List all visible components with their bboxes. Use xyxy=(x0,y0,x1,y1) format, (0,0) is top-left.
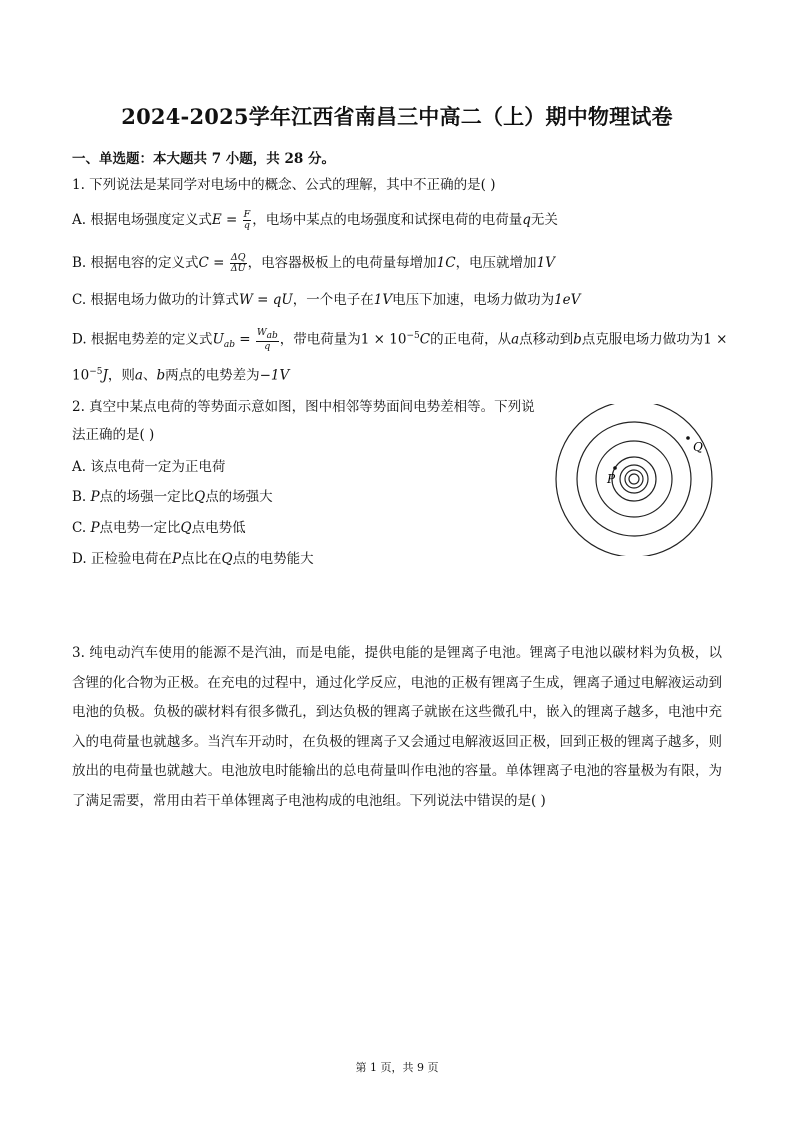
q1-d-frac-num: W xyxy=(256,327,267,339)
q1-d-mid2: 的正电荷，从 xyxy=(430,331,512,348)
q1-d-fraction xyxy=(256,328,279,352)
q1-d-lhs: U xyxy=(212,331,224,348)
q1-d-l2-exp: −5 xyxy=(89,367,103,377)
q1-d-l2-a: a xyxy=(134,367,143,384)
equipotential-ring-2 xyxy=(577,422,691,536)
section-heading: 一、单选题：本大题共 7 小题，共 28 分。 xyxy=(72,151,335,167)
equipotential-ring-7 xyxy=(629,474,639,484)
q2-d-suffix: 点的电势能大 xyxy=(232,551,314,567)
q2-c-p: P xyxy=(90,520,100,536)
q1-c-prefix: C. 根据电场力做功的计算式 xyxy=(72,292,239,308)
q1-option-d-line2 xyxy=(72,362,289,386)
equipotential-ring-6 xyxy=(625,470,643,488)
q1-b-frac-den: ΔU xyxy=(230,263,246,274)
q2-b-suffix: 点的场强大 xyxy=(205,489,273,505)
q1-b-mid2: ，电压就增加 xyxy=(455,255,537,271)
q2-c-suffix: 点电势低 xyxy=(191,520,246,536)
q2-d-prefix: D. 正检验电荷在 xyxy=(72,551,172,567)
q1-d-work-start: 1 × xyxy=(703,331,728,348)
q1-stem: 1. 下列说法是某同学对电场中的概念、公式的理解，其中不正确的是( ) xyxy=(72,177,496,193)
page-footer: 第 1 页，共 9 页 xyxy=(355,1061,439,1074)
q1-a-frac-num: F xyxy=(243,209,251,220)
q1-c-mid2: 电压下加速，电场力做功为 xyxy=(392,292,555,308)
q2-option-b xyxy=(72,487,273,507)
q2-d-mid: 点比在 xyxy=(181,551,222,567)
q1-d-frac-num-sub: ab xyxy=(266,330,278,341)
q1-d-frac-num-wrap xyxy=(256,328,279,342)
q1-c-v1: 1V xyxy=(373,292,393,308)
q1-d-mid4: 点克服电场力做功为 xyxy=(581,331,704,348)
equipotential-ring-1 xyxy=(556,404,712,556)
q2-stem-line2: 法正确的是( ) xyxy=(72,427,155,443)
q1-option-b: B. 根据电容的定义式C = $\frac{\Delta Q}{\Delta U}$ ，电容器极板上的电荷量每增加1C，电压就增加1V xyxy=(72,252,555,274)
q2-option-d xyxy=(72,549,314,569)
q3-text: 3. 纯电动汽车使用的能源不是汽油，而是电能，提供电能的是锂离子电池。锂离子电池以碳材料为负极，以含锂的化合物为正极。在充电的过程中，通过化学反应，电池的正极有锂离子生成，锂离子通过电解液运动到电池的负极。负极的碳材料有很多微孔，到达负极的锂离子就嵌在这些微孔中，嵌入的锂离子越多，电池中充入的电荷量也就越多。当汽车开动时，在负极的锂离子又会通过电解液返回正极，回到正极的锂离子越多，则放出的电荷量也就越大。电池放电时能输出的总电荷量叫作电池的容量。单体锂离子电池的容量极为有限，为了满足需要，常用由若干单体锂离子电池构成的电池组。下列说法中错误的是( ) xyxy=(72,645,722,809)
q1-b-v2: 1V xyxy=(536,255,555,271)
q1-d-l2-sep: 、 xyxy=(142,367,157,384)
q2-c-prefix: C. xyxy=(72,520,91,536)
q1-b-mid: ，电容器极板上的电荷量每增加 xyxy=(247,255,437,271)
q1-d-l2-b: b xyxy=(156,367,166,384)
q1-a-fraction xyxy=(243,210,252,231)
q2-d-p: P xyxy=(171,551,182,567)
q1-d-l2-val: −1V xyxy=(259,367,290,384)
point-p-label: P xyxy=(607,472,616,486)
q1-c-v2: 1eV xyxy=(554,292,581,308)
q1-a-frac-den: q xyxy=(243,220,250,231)
q1-d-pa: a xyxy=(511,331,520,348)
q1-b-prefix: B. 根据电容的定义式 xyxy=(72,255,199,271)
q1-d-l2-end: 两点的电势差为 xyxy=(165,367,260,384)
q2-c-q: Q xyxy=(180,520,192,536)
equipotential-diagram xyxy=(552,404,722,556)
q1-d-lhs-sub: ab xyxy=(223,340,235,351)
q2-option-a: A. 该点电荷一定为正电荷 xyxy=(72,459,226,475)
q2-b-p: P xyxy=(90,489,100,505)
q1-d-frac-den: q xyxy=(264,340,271,352)
equipotential-figure xyxy=(552,404,722,556)
q1-d-l2-base: 10 xyxy=(72,367,90,384)
q1-a-mid: ，电场中某点的电场强度和试探电荷的电荷量 xyxy=(252,212,523,228)
q1-d-l2-unit: J xyxy=(102,367,108,384)
q1-d-charge-exp: −5 xyxy=(406,331,420,341)
point-p-dot xyxy=(613,466,617,470)
q1-a-prefix: A. 根据电场强度定义式 xyxy=(72,212,212,228)
q2-b-mid: 点的场强一定比 xyxy=(99,489,195,505)
q1-a-var: q xyxy=(522,212,531,228)
q1-b-v1: 1C xyxy=(436,255,456,271)
q1-option-c xyxy=(72,290,580,310)
q1-d-pb: b xyxy=(573,331,582,348)
point-q-dot xyxy=(686,436,690,440)
q2-stem-line1: 2. 真空中某点电荷的等势面示意如图，图中相邻等势面间电势差相等。下列说 xyxy=(72,399,535,415)
q1-option-a: A. 根据电场强度定义式E = $\frac{F}{q}$ ，电场中某点的电场强度和试探电荷的电荷量q无关 xyxy=(72,209,558,231)
point-q-label: Q xyxy=(693,440,703,454)
q1-a-suffix: 无关 xyxy=(530,212,558,228)
q1-d-mid: ，带电荷量为 xyxy=(279,331,361,348)
q1-b-frac-num: ΔQ xyxy=(230,252,246,263)
q1-c-mid: ，一个电子在 xyxy=(292,292,374,308)
q1-d-charge-base: 1 × 10 xyxy=(360,331,407,348)
equipotential-ring-4 xyxy=(612,457,656,501)
q1-option-d: D. 根据电势差的定义式$U_{ab}$ = $\frac{W_{ab}}{q}$ ，带电荷量为$1 \times 10^{-5}C$的正电荷，从a点移动到b点克服电场力做功为1 × xyxy=(72,327,728,352)
q2-d-q: Q xyxy=(221,551,233,567)
equipotential-ring-5 xyxy=(620,465,648,493)
q1-a-lhs: E xyxy=(211,212,222,228)
q2-b-prefix: B. xyxy=(72,489,91,505)
q2-b-q: Q xyxy=(194,489,206,505)
q1-d-prefix: D. 根据电势差的定义式 xyxy=(72,331,213,348)
q1-b-lhs: C xyxy=(198,255,209,271)
q1-c-formula: W = qU xyxy=(238,292,293,308)
q1-d-mid3: 点移动到 xyxy=(519,331,574,348)
page-title: 2024-2025学年江西省南昌三中高二（上）期中物理试卷 xyxy=(121,104,673,129)
q2-option-c xyxy=(72,518,246,538)
q1-b-fraction xyxy=(230,253,247,274)
q2-c-mid: 点电势一定比 xyxy=(99,520,181,536)
q1-d-charge-unit: C xyxy=(419,331,431,348)
q1-d-l2-mid: ，则 xyxy=(107,367,135,384)
